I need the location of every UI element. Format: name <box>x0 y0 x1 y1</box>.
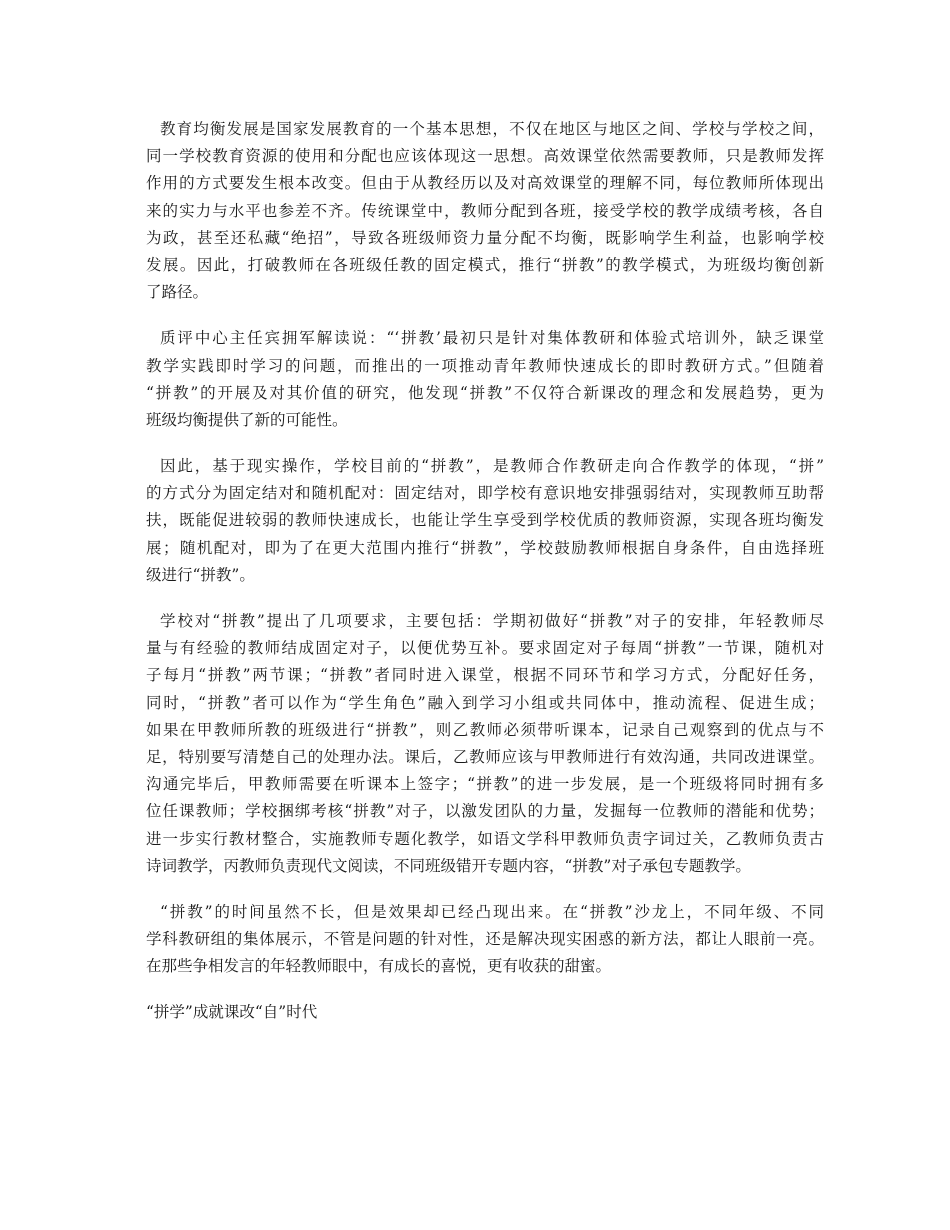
text-line: 位任课教师；学校捆绑考核“拼教”对子，以激发团队的力量，发掘每一位教师的潜能和优势； <box>146 802 824 821</box>
text-line: 因此，基于现实操作，学校目前的“拼教”，是教师合作教研走向合作教学的体现，“拼” <box>160 457 824 476</box>
text-line: 同时，“拼教”者可以作为“学生角色”融入到学习小组或共同体中，推动流程、促进生成； <box>146 693 824 712</box>
text-line: 进一步实行教材整合，实施教师专题化教学，如语文学科甲教师负责字词过关，乙教师负责古 <box>146 829 824 848</box>
text-line: 学校对“拼教”提出了几项要求，主要包括：学期初做好“拼教”对子的安排，年轻教师尽 <box>160 612 824 630</box>
paragraph-4 <box>146 608 824 880</box>
text-line: 沟通完毕后，甲教师需要在听课本上签字；“拼教”的进一步发展，是一个班级将同时拥有多 <box>146 775 824 794</box>
paragraph-5 <box>146 899 824 981</box>
text-line: 如果在甲教师所教的班级进行“拼教”，则乙教师必须带听课本，记录自己观察到的优点与不 <box>146 720 824 739</box>
text-line: 诗词教学，丙教师负责现代文阅读，不同班级错开专题内容，“拼教”对子承包专题教学。 <box>146 856 751 875</box>
text-line: 学科教研组的集体展示，不管是问题的针对性，还是解决现实困惑的新方法，都让人眼前一亮。 <box>146 930 824 949</box>
text-line: 量与有经验的教师结成固定对子，以便优势互补。要求固定对子每周“拼教”一节课，随机对 <box>146 639 824 658</box>
text-line: 扶，既能促进较弱的教师快速成长，也能让学生享受到学校优质的教师资源，实现各班均衡发 <box>146 511 824 530</box>
text-line: 来的实力与水平也参差不齐。传统课堂中，教师分配到各班，接受学校的教学成绩考核，各自 <box>146 201 824 220</box>
text-line: 发展。因此，打破教师在各班级任教的固定模式，推行“拼教”的教学模式，为班级均衡创新 <box>146 255 824 274</box>
text-line: 作用的方式要发生根本改变。但由于从教经历以及对高效课堂的理解不同，每位教师所体现出 <box>146 174 824 193</box>
text-line: 同一学校教育资源的使用和分配也应该体现这一思想。高效课堂依然需要教师，只是教师发挥 <box>146 147 824 166</box>
document-body <box>146 116 824 1027</box>
text-line: 子每月“拼教”两节课；“拼教”者同时进入课堂，根据不同环节和学习方式，分配好任务， <box>146 666 824 685</box>
text-line: 的方式分为固定结对和随机配对：固定结对，即学校有意识地安排强弱结对，实现教师互助帮 <box>146 484 824 503</box>
text-line: 级进行“拼教”。 <box>146 565 255 584</box>
section-heading: “拼学”成就课改“自”时代 <box>146 1003 318 1022</box>
paragraph-2 <box>146 325 824 434</box>
text-line: 质评中心主任宾拥军解读说：“‘拼教’最初只是针对集体教研和体验式培训外，缺乏课堂 <box>160 329 824 348</box>
text-line: 足，特别要写清楚自己的处理办法。课后，乙教师应该与甲教师进行有效沟通，共同改进课堂。 <box>146 747 824 766</box>
paragraph-3 <box>146 453 824 589</box>
text-line: 展；随机配对，即为了在更大范围内推行“拼教”，学校鼓励教师根据自身条件，自由选择班 <box>146 538 824 557</box>
text-line: 班级均衡提供了新的可能性。 <box>146 410 348 429</box>
text-line: 为政，甚至还私藏“绝招”，导致各班级师资力量分配不均衡，既影响学生利益，也影响学校 <box>146 228 824 247</box>
text-line: “拼教”的开展及对其价值的研究，他发现“拼教”不仅符合新课改的理念和发展趋势，更为 <box>146 383 824 402</box>
text-line: 了路径。 <box>146 283 209 302</box>
text-line: “拼教”的时间虽然不长，但是效果却已经凸现出来。在“拼教”沙龙上，不同年级、不同 <box>160 902 824 921</box>
paragraph-1 <box>146 116 824 306</box>
text-line: 教育均衡发展是国家发展教育的一个基本思想，不仅在地区与地区之间、学校与学校之间， <box>160 120 824 138</box>
text-line: 在那些争相发言的年轻教师眼中，有成长的喜悦，更有收获的甜蜜。 <box>146 957 612 976</box>
text-line: 教学实践即时学习的问题，而推出的一项推动青年教师快速成长的即时教研方式。”但随着 <box>146 356 824 375</box>
